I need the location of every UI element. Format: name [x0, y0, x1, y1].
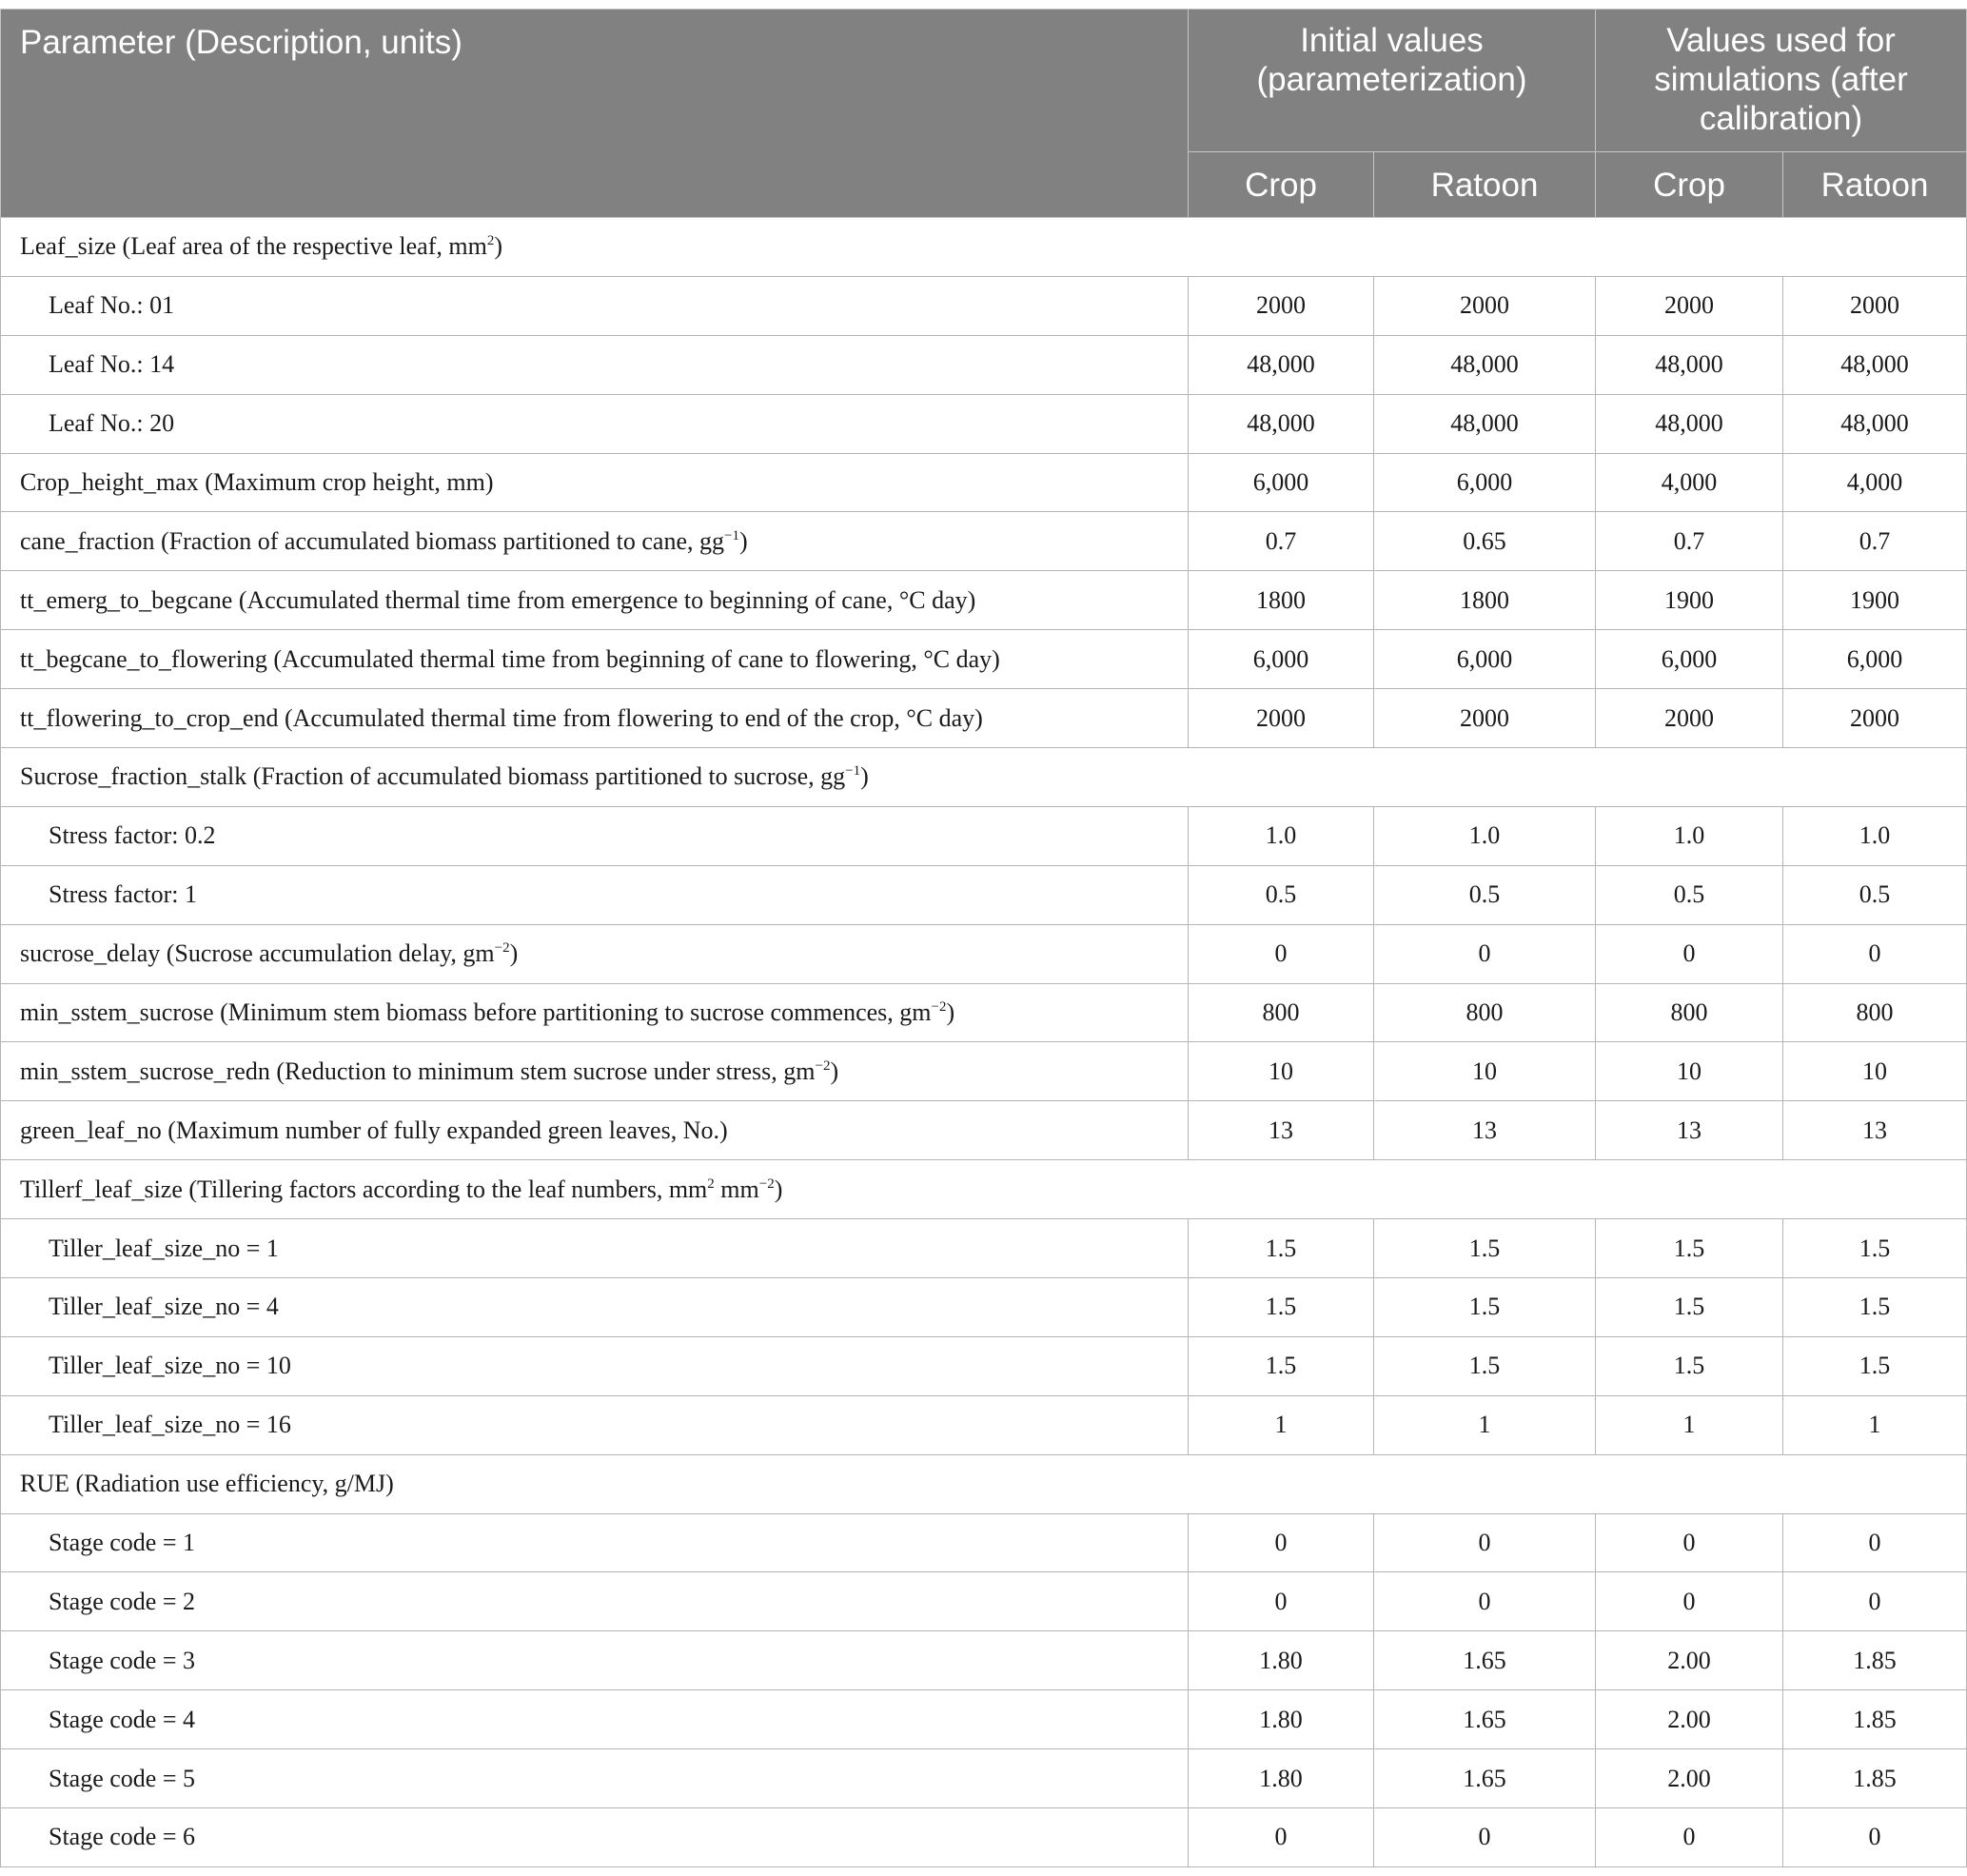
cell-initial-ratoon: 6,000 — [1374, 453, 1596, 512]
cell-calibrated-ratoon: 48,000 — [1783, 394, 1967, 453]
row-label: green_leaf_no (Maximum number of fully expanded green leaves, No.) — [1, 1101, 1189, 1160]
table-row — [1, 1690, 1967, 1749]
row-label: Stage code = 1 — [1, 1513, 1189, 1572]
section-row — [1, 218, 1967, 277]
row-label: Tiller_leaf_size_no = 4 — [1, 1278, 1189, 1337]
table-row — [1, 453, 1967, 512]
cell-initial-crop: 6,000 — [1189, 453, 1374, 512]
table-row — [1, 1278, 1967, 1337]
cell-initial-ratoon: 1800 — [1374, 571, 1596, 630]
cell-initial-ratoon: 1.65 — [1374, 1631, 1596, 1690]
cell-calibrated-crop: 4,000 — [1596, 453, 1783, 512]
header-initial-ratoon: Ratoon — [1374, 152, 1596, 218]
cell-calibrated-ratoon: 1.5 — [1783, 1278, 1967, 1337]
row-label: tt_flowering_to_crop_end (Accumulated thermal time from flowering to end of the crop, °C day) — [1, 689, 1189, 748]
cell-calibrated-crop: 0 — [1596, 1572, 1783, 1631]
cell-initial-crop: 1.0 — [1189, 806, 1374, 865]
cell-calibrated-crop: 800 — [1596, 983, 1783, 1042]
table-row — [1, 806, 1967, 865]
cell-initial-crop: 1800 — [1189, 571, 1374, 630]
table-row — [1, 276, 1967, 335]
row-label: Stress factor: 1 — [1, 865, 1189, 924]
cell-calibrated-ratoon: 2000 — [1783, 276, 1967, 335]
parameter-table — [0, 9, 1967, 1867]
cell-initial-crop: 1.5 — [1189, 1219, 1374, 1278]
cell-initial-ratoon: 1.65 — [1374, 1749, 1596, 1808]
cell-calibrated-ratoon: 800 — [1783, 983, 1967, 1042]
cell-calibrated-ratoon: 1.85 — [1783, 1690, 1967, 1749]
cell-initial-ratoon: 1.5 — [1374, 1336, 1596, 1395]
cell-initial-ratoon: 48,000 — [1374, 335, 1596, 394]
cell-calibrated-crop: 48,000 — [1596, 394, 1783, 453]
cell-calibrated-ratoon: 0 — [1783, 1808, 1967, 1867]
cell-initial-ratoon: 1.65 — [1374, 1690, 1596, 1749]
cell-initial-crop: 1.80 — [1189, 1690, 1374, 1749]
cell-calibrated-crop: 1900 — [1596, 571, 1783, 630]
table-row — [1, 1808, 1967, 1867]
cell-calibrated-ratoon: 0.5 — [1783, 865, 1967, 924]
header-calibrated-values: Values used for simulations (after calibration) — [1596, 10, 1967, 152]
header-parameter: Parameter (Description, units) — [1, 10, 1189, 218]
cell-calibrated-crop: 0.7 — [1596, 512, 1783, 571]
cell-initial-ratoon: 0 — [1374, 924, 1596, 983]
row-label: Leaf No.: 14 — [1, 335, 1189, 394]
header-row-group — [1, 10, 1967, 152]
cell-calibrated-ratoon: 10 — [1783, 1042, 1967, 1101]
cell-initial-ratoon: 1.0 — [1374, 806, 1596, 865]
table-row — [1, 571, 1967, 630]
table-row — [1, 1219, 1967, 1278]
cell-initial-ratoon: 48,000 — [1374, 394, 1596, 453]
cell-initial-ratoon: 0 — [1374, 1808, 1596, 1867]
cell-calibrated-ratoon: 1.0 — [1783, 806, 1967, 865]
cell-initial-ratoon: 0 — [1374, 1572, 1596, 1631]
row-label: Stage code = 4 — [1, 1690, 1189, 1749]
cell-initial-crop: 1.80 — [1189, 1631, 1374, 1690]
row-label: Stage code = 3 — [1, 1631, 1189, 1690]
table-row — [1, 1042, 1967, 1101]
section-label: Leaf_size (Leaf area of the respective leaf, $mm^2$) — [1, 218, 1967, 277]
cell-calibrated-ratoon: 6,000 — [1783, 630, 1967, 689]
cell-calibrated-crop: 2000 — [1596, 276, 1783, 335]
cell-initial-crop: 1 — [1189, 1395, 1374, 1454]
cell-initial-crop: 6,000 — [1189, 630, 1374, 689]
cell-calibrated-ratoon: 4,000 — [1783, 453, 1967, 512]
table-row — [1, 630, 1967, 689]
cell-calibrated-ratoon: 0.7 — [1783, 512, 1967, 571]
cell-initial-ratoon: 13 — [1374, 1101, 1596, 1160]
row-label: min_sstem_sucrose_redn (Reduction to minimum stem sucrose under stress, $gm^{-2}$) — [1, 1042, 1189, 1101]
table-row — [1, 1101, 1967, 1160]
cell-initial-crop: 0.7 — [1189, 512, 1374, 571]
header-calibrated-ratoon: Ratoon — [1783, 152, 1967, 218]
cell-calibrated-ratoon: 1.5 — [1783, 1219, 1967, 1278]
cell-initial-ratoon: 0.5 — [1374, 865, 1596, 924]
section-row — [1, 1160, 1967, 1219]
cell-calibrated-crop: 1.5 — [1596, 1278, 1783, 1337]
row-label: Stage code = 2 — [1, 1572, 1189, 1631]
cell-initial-crop: 0 — [1189, 1808, 1374, 1867]
table-row — [1, 512, 1967, 571]
cell-initial-crop: 0 — [1189, 1572, 1374, 1631]
cell-calibrated-ratoon: 2000 — [1783, 689, 1967, 748]
cell-calibrated-crop: 1 — [1596, 1395, 1783, 1454]
cell-initial-crop: 48,000 — [1189, 394, 1374, 453]
cell-calibrated-crop: 2.00 — [1596, 1690, 1783, 1749]
section-row — [1, 748, 1967, 807]
cell-calibrated-crop: 2000 — [1596, 689, 1783, 748]
cell-initial-ratoon: 2000 — [1374, 276, 1596, 335]
table-row — [1, 983, 1967, 1042]
cell-calibrated-ratoon: 1.85 — [1783, 1631, 1967, 1690]
row-label: Tiller_leaf_size_no = 1 — [1, 1219, 1189, 1278]
cell-initial-crop: 2000 — [1189, 689, 1374, 748]
table-row — [1, 1631, 1967, 1690]
cell-initial-crop: 13 — [1189, 1101, 1374, 1160]
row-label: tt_begcane_to_flowering (Accumulated thermal time from beginning of cane to flowering, °C day) — [1, 630, 1189, 689]
row-label: Stage code = 6 — [1, 1808, 1189, 1867]
row-label: min_sstem_sucrose (Minimum stem biomass before partitioning to sucrose commences, $gm^{-2}$) — [1, 983, 1189, 1042]
row-label: Tiller_leaf_size_no = 10 — [1, 1336, 1189, 1395]
row-label: sucrose_delay (Sucrose accumulation delay, $gm^{-2}$) — [1, 924, 1189, 983]
row-label: cane_fraction (Fraction of accumulated biomass partitioned to cane, $gg^{-1}$) — [1, 512, 1189, 571]
cell-initial-ratoon: 0.65 — [1374, 512, 1596, 571]
cell-calibrated-crop: 1.5 — [1596, 1336, 1783, 1395]
cell-calibrated-crop: 1.5 — [1596, 1219, 1783, 1278]
cell-calibrated-crop: 0 — [1596, 924, 1783, 983]
cell-calibrated-crop: 10 — [1596, 1042, 1783, 1101]
cell-initial-ratoon: 10 — [1374, 1042, 1596, 1101]
table-row — [1, 924, 1967, 983]
table-row — [1, 394, 1967, 453]
row-label: Leaf No.: 01 — [1, 276, 1189, 335]
row-label: Leaf No.: 20 — [1, 394, 1189, 453]
cell-initial-ratoon: 800 — [1374, 983, 1596, 1042]
cell-calibrated-crop: 48,000 — [1596, 335, 1783, 394]
row-label: Crop_height_max (Maximum crop height, mm) — [1, 453, 1189, 512]
section-row — [1, 1454, 1967, 1513]
cell-initial-ratoon: 6,000 — [1374, 630, 1596, 689]
cell-calibrated-ratoon: 13 — [1783, 1101, 1967, 1160]
table-row — [1, 335, 1967, 394]
header-initial-crop: Crop — [1189, 152, 1374, 218]
cell-calibrated-crop: 2.00 — [1596, 1631, 1783, 1690]
cell-calibrated-crop: 6,000 — [1596, 630, 1783, 689]
cell-initial-crop: 2000 — [1189, 276, 1374, 335]
cell-calibrated-ratoon: 0 — [1783, 1572, 1967, 1631]
section-label: Sucrose_fraction_stalk (Fraction of accumulated biomass partitioned to sucrose, $gg^{-1}$) — [1, 748, 1967, 807]
cell-initial-crop: 1.80 — [1189, 1749, 1374, 1808]
cell-initial-ratoon: 2000 — [1374, 689, 1596, 748]
cell-initial-crop: 0 — [1189, 924, 1374, 983]
cell-initial-crop: 48,000 — [1189, 335, 1374, 394]
cell-initial-crop: 800 — [1189, 983, 1374, 1042]
cell-calibrated-ratoon: 1 — [1783, 1395, 1967, 1454]
row-label: Stage code = 5 — [1, 1749, 1189, 1808]
row-label: tt_emerg_to_begcane (Accumulated thermal time from emergence to beginning of cane, °C day) — [1, 571, 1189, 630]
cell-calibrated-ratoon: 1900 — [1783, 571, 1967, 630]
table-row — [1, 865, 1967, 924]
cell-initial-crop: 0.5 — [1189, 865, 1374, 924]
table-row — [1, 1513, 1967, 1572]
table-row — [1, 1395, 1967, 1454]
cell-initial-ratoon: 1.5 — [1374, 1278, 1596, 1337]
cell-calibrated-ratoon: 48,000 — [1783, 335, 1967, 394]
row-label: Stress factor: 0.2 — [1, 806, 1189, 865]
cell-calibrated-crop: 13 — [1596, 1101, 1783, 1160]
cell-initial-crop: 1.5 — [1189, 1336, 1374, 1395]
cell-initial-ratoon: 1.5 — [1374, 1219, 1596, 1278]
cell-initial-crop: 0 — [1189, 1513, 1374, 1572]
cell-calibrated-ratoon: 1.85 — [1783, 1749, 1967, 1808]
table-row — [1, 1336, 1967, 1395]
cell-calibrated-ratoon: 1.5 — [1783, 1336, 1967, 1395]
cell-initial-ratoon: 0 — [1374, 1513, 1596, 1572]
cell-initial-crop: 1.5 — [1189, 1278, 1374, 1337]
table-row — [1, 1749, 1967, 1808]
section-label: RUE (Radiation use efficiency, g/MJ) — [1, 1454, 1967, 1513]
row-label: Tiller_leaf_size_no = 16 — [1, 1395, 1189, 1454]
cell-calibrated-crop: 2.00 — [1596, 1749, 1783, 1808]
cell-calibrated-crop: 1.0 — [1596, 806, 1783, 865]
cell-calibrated-crop: 0 — [1596, 1513, 1783, 1572]
cell-calibrated-crop: 0 — [1596, 1808, 1783, 1867]
cell-calibrated-crop: 0.5 — [1596, 865, 1783, 924]
table-row — [1, 1572, 1967, 1631]
header-calibrated-crop: Crop — [1596, 152, 1783, 218]
header-initial-values: Initial values (parameterization) — [1189, 10, 1596, 152]
table-row — [1, 689, 1967, 748]
section-label: Tillerf_leaf_size (Tillering factors according to the leaf numbers, $mm^2$ $mm^{-2}$) — [1, 1160, 1967, 1219]
cell-initial-ratoon: 1 — [1374, 1395, 1596, 1454]
cell-calibrated-ratoon: 0 — [1783, 924, 1967, 983]
cell-initial-crop: 10 — [1189, 1042, 1374, 1101]
cell-calibrated-ratoon: 0 — [1783, 1513, 1967, 1572]
